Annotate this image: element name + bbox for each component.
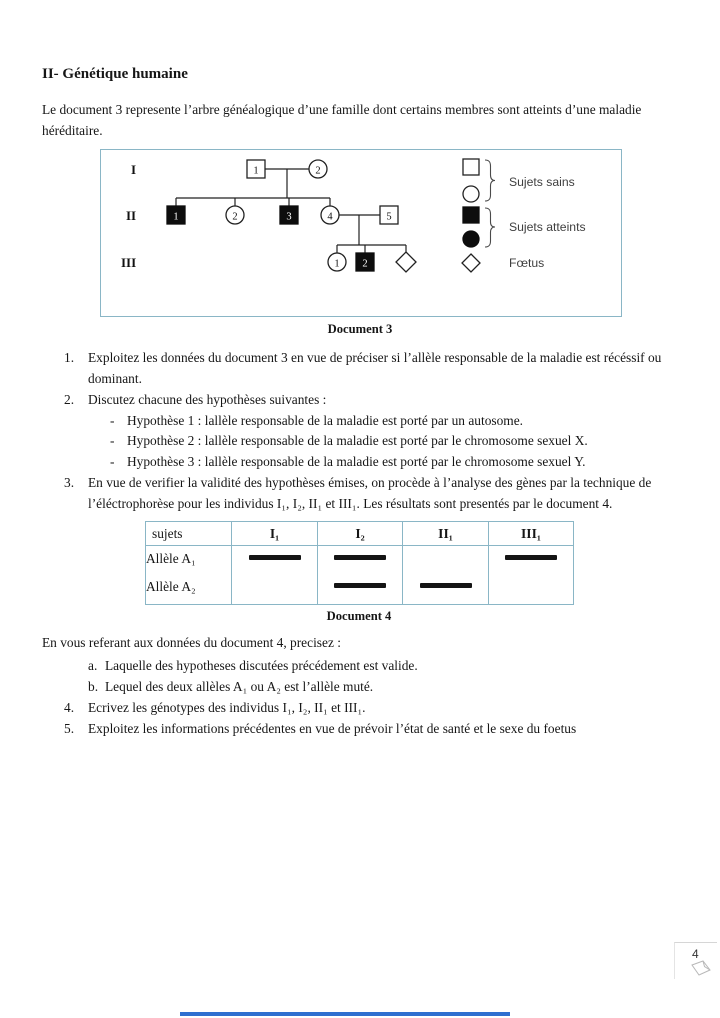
table-header-I2: I₂ — [318, 522, 403, 546]
hypothesis-2-text: Hypothèse 2 : lallèle responsable de la maladie est porté par le chromosome sexuel X. — [127, 433, 588, 449]
question-3-marker: 3. — [64, 475, 75, 491]
legend-healthy-circle-icon — [463, 186, 479, 202]
followup-b-text: Lequel des deux allèles A₁ ou A₂ est l’allèle muté. — [105, 678, 374, 694]
pedigree-figure — [100, 149, 622, 317]
section-heading: II- Génétique humaine — [42, 66, 188, 82]
individual-I-2-label: 2 — [315, 165, 321, 177]
legend-label-affected: Sujets atteints — [509, 219, 586, 234]
individual-III-3-foetus-diamond-icon — [396, 252, 416, 272]
pedigree-svg — [101, 150, 619, 314]
question-5 — [64, 719, 678, 740]
hypothesis-1-text: Hypothèse 1 : lallèle responsable de la maladie est porté par un autosome. — [127, 412, 524, 428]
legend-healthy-square-icon — [463, 159, 479, 175]
generation-label-II: II — [126, 207, 137, 223]
legend-label-foetus: Fœtus — [509, 255, 545, 270]
page-number: 4 — [692, 947, 699, 961]
gel-lane-II1 — [403, 546, 489, 605]
generation-label-I: I — [131, 161, 137, 177]
table-header-row — [146, 522, 574, 546]
electrophoresis-table — [145, 521, 574, 605]
table-body-row — [146, 546, 574, 605]
legend-affected-square-icon — [463, 207, 479, 223]
page-number-box — [674, 942, 717, 979]
electrophoresis-band-II1-A2 — [420, 583, 472, 588]
individual-II-1-label: 1 — [173, 211, 179, 223]
gel-lane-III1 — [489, 546, 574, 605]
hypothesis-1 — [110, 411, 678, 432]
followup-item-a — [88, 656, 678, 677]
question-1-marker: 1. — [64, 349, 75, 365]
hypothesis-3-marker: - — [110, 454, 115, 470]
individual-II-3-label: 3 — [286, 211, 292, 223]
individual-II-5-label: 5 — [386, 211, 392, 223]
question-2-marker: 2. — [64, 391, 75, 407]
hypothesis-1-marker: - — [110, 412, 115, 428]
individual-II-4-label: 4 — [327, 211, 333, 223]
allele-labels-cell — [146, 546, 232, 605]
legend-brace-icon — [485, 208, 495, 247]
legend-affected-circle-icon — [463, 231, 479, 247]
individual-III-1-label: 1 — [334, 258, 340, 270]
question-5-text: Exploitez les informations précédentes en vue de prévoir l’état de santé et le sexe du foetus — [88, 720, 577, 736]
hypothesis-2 — [110, 431, 678, 452]
row-label-allele-A1: Allèle A₁ — [146, 551, 196, 567]
individual-II-2-label: 2 — [232, 211, 238, 223]
question-1 — [64, 348, 678, 390]
question-list-2 — [64, 698, 678, 740]
question-3-text: En vue de verifier la validité des hypothèses émises, on procède à l’analyse des gènes par la technique de l’éléctrophorèse pour les individus I₁, I₂, II₁ et III₁. Les résultats sont presentés par le document 4. — [88, 475, 652, 512]
electrophoresis-band-III1-A1 — [505, 555, 557, 560]
followup-sublist — [88, 656, 678, 698]
individual-III-2-label: 2 — [362, 258, 368, 270]
question-5-marker: 5. — [64, 720, 75, 736]
question-4-text: Ecrivez les génotypes des individus I₁, I₂, II₁ et III₁. — [88, 699, 366, 715]
table-header-II1: II₁ — [403, 522, 489, 546]
bottom-blue-line — [180, 1012, 510, 1016]
question-list — [64, 348, 678, 515]
table-header-III1: III₁ — [489, 522, 574, 546]
hypothesis-3 — [110, 452, 678, 473]
row-label-allele-A2: Allèle A₂ — [146, 579, 196, 595]
question-2-text: Discutez chacune des hypothèses suivantes : — [88, 391, 327, 407]
followup-item-b — [88, 677, 678, 698]
followup-intro: En vous referant aux données du document 4, precisez : — [42, 635, 341, 651]
gel-lane-I2 — [318, 546, 403, 605]
document4-caption: Document 4 — [326, 609, 392, 624]
electrophoresis-table-wrap — [145, 521, 678, 605]
followup-b-marker: b. — [88, 678, 99, 694]
question-1-text: Exploitez les données du document 3 en vue de préciser si l’allèle responsable de la maladie est récéssif ou dominant. — [88, 349, 662, 386]
folded-page-icon — [690, 960, 712, 978]
electrophoresis-band-I1-A1 — [249, 555, 301, 560]
hypothesis-list — [110, 411, 678, 474]
question-2 — [64, 390, 678, 411]
generation-label-III: III — [121, 254, 137, 270]
gel-lane-I1 — [232, 546, 318, 605]
hypothesis-3-text: Hypothèse 3 : lallèle responsable de la maladie est porté par le chromosome sexuel Y. — [127, 454, 586, 470]
followup-a-text: Laquelle des hypotheses discutées précédement est valide. — [105, 657, 418, 673]
table-header-I1: I₁ — [232, 522, 318, 546]
question-3 — [64, 473, 678, 515]
question-4-marker: 4. — [64, 699, 75, 715]
question-4 — [64, 698, 678, 719]
table-header-sujets: sujets — [146, 522, 232, 546]
legend-brace-icon — [485, 160, 495, 201]
electrophoresis-band-I2-A2 — [334, 583, 386, 588]
hypothesis-2-marker: - — [110, 433, 115, 449]
document3-caption: Document 3 — [327, 321, 393, 336]
individual-I-1-label: 1 — [253, 165, 259, 177]
legend-label-healthy: Sujets sains — [509, 174, 575, 189]
intro-paragraph: Le document 3 represente l’arbre généalogique d’une famille dont certains membres sont atteints d’une maladie héréditaire. — [42, 102, 642, 138]
followup-a-marker: a. — [88, 657, 98, 673]
legend-foetus-diamond-icon — [462, 254, 480, 272]
electrophoresis-band-I2-A1 — [334, 555, 386, 560]
